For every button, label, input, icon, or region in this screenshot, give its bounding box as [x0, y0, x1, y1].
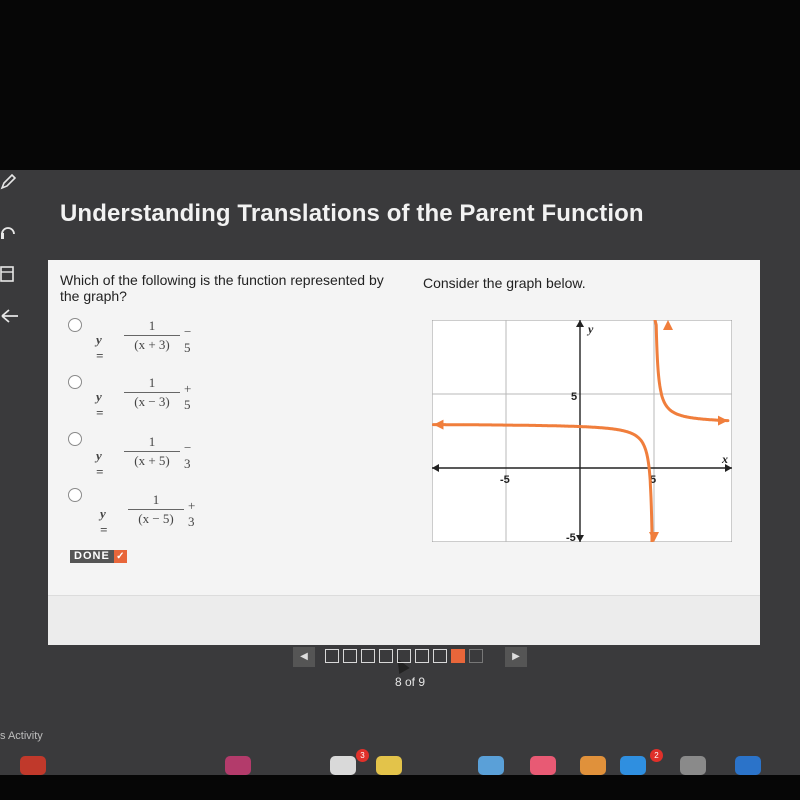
reply-arrow-icon[interactable] [0, 308, 18, 326]
calendar-icon[interactable] [330, 756, 356, 775]
app-icon[interactable] [20, 756, 46, 775]
constant-term: + 3 [188, 498, 196, 529]
page-indicator-9[interactable] [469, 649, 483, 663]
y-axis-label: y [588, 322, 594, 336]
screen [0, 170, 800, 775]
equation-lhs: y = [96, 389, 104, 420]
graph-frame [432, 320, 732, 542]
answer-option-3[interactable] [68, 432, 268, 482]
tick-label-y-5: 5 [571, 391, 578, 403]
prev-button[interactable]: ◀ [293, 647, 315, 667]
graph-caption: Consider the graph below. [423, 275, 586, 291]
fraction [124, 434, 180, 469]
constant-term: − 5 [184, 324, 192, 355]
radio-button[interactable] [68, 375, 82, 389]
left-toolbar [0, 170, 22, 570]
notes-icon[interactable] [376, 756, 402, 775]
safari-icon[interactable] [735, 756, 761, 775]
answer-option-4[interactable] [68, 488, 268, 538]
denominator: (x − 5) [138, 511, 174, 526]
card-footer [48, 595, 760, 645]
tick-label-y-neg5: -5 [566, 532, 576, 542]
page-indicator-6[interactable] [415, 649, 429, 663]
page-indicator-1[interactable] [325, 649, 339, 663]
settings-gear-icon[interactable] [680, 756, 706, 775]
page-indicator-8[interactable] [451, 649, 465, 663]
numerator: 1 [148, 434, 156, 449]
music-icon[interactable] [530, 756, 556, 775]
radio-button[interactable] [68, 318, 82, 332]
calculator-icon[interactable] [0, 266, 18, 284]
fraction [124, 318, 180, 353]
notification-badge: 2 [650, 749, 663, 762]
check-icon: ✓ [114, 550, 127, 563]
books-icon[interactable] [580, 756, 606, 775]
denominator: (x + 3) [134, 337, 170, 352]
equation-lhs: y = [96, 448, 104, 479]
radio-button[interactable] [68, 432, 82, 446]
tick-label-x-5: 5 [650, 474, 657, 486]
radio-button[interactable] [68, 488, 82, 502]
numerator: 1 [152, 492, 160, 507]
page-indicator-3[interactable] [361, 649, 375, 663]
page-indicator-4[interactable] [379, 649, 393, 663]
fraction [128, 492, 184, 527]
next-button[interactable]: ▶ [505, 647, 527, 667]
keynote-icon[interactable] [478, 756, 504, 775]
numerator: 1 [148, 375, 156, 390]
numerator: 1 [148, 318, 156, 333]
page-indicator-7[interactable] [433, 649, 447, 663]
x-axis-label: x [722, 452, 728, 466]
equation-lhs: y = [100, 506, 108, 537]
done-label: DONE [70, 550, 114, 563]
page-count: 8 of 9 [394, 675, 426, 689]
denominator: (x − 3) [134, 394, 170, 409]
pencil-icon[interactable] [0, 174, 18, 192]
notification-badge: 3 [356, 749, 369, 762]
answer-option-2[interactable] [68, 375, 268, 425]
page-indicator-5[interactable] [397, 649, 411, 663]
tick-label-x-neg5: -5 [500, 474, 510, 486]
page-indicator-2[interactable] [343, 649, 357, 663]
equation-lhs: y = [96, 332, 104, 363]
constant-term: − 3 [184, 440, 192, 471]
denominator: (x + 5) [134, 453, 170, 468]
headphones-icon[interactable] [0, 222, 18, 240]
fraction [124, 375, 180, 410]
done-button[interactable] [70, 550, 127, 563]
answer-option-1[interactable] [68, 318, 268, 368]
sidebar-activity-link[interactable]: s Activity [0, 730, 43, 742]
question-card [48, 260, 760, 644]
dock [0, 750, 800, 775]
photos-icon[interactable] [225, 756, 251, 775]
function-graph [432, 320, 732, 542]
constant-term: + 5 [184, 381, 192, 412]
question-pager [0, 645, 800, 695]
page-title: Understanding Translations of the Parent Function [60, 200, 644, 227]
question-prompt: Which of the following is the function represented by the graph? [60, 272, 384, 304]
app-store-icon[interactable] [620, 756, 646, 775]
